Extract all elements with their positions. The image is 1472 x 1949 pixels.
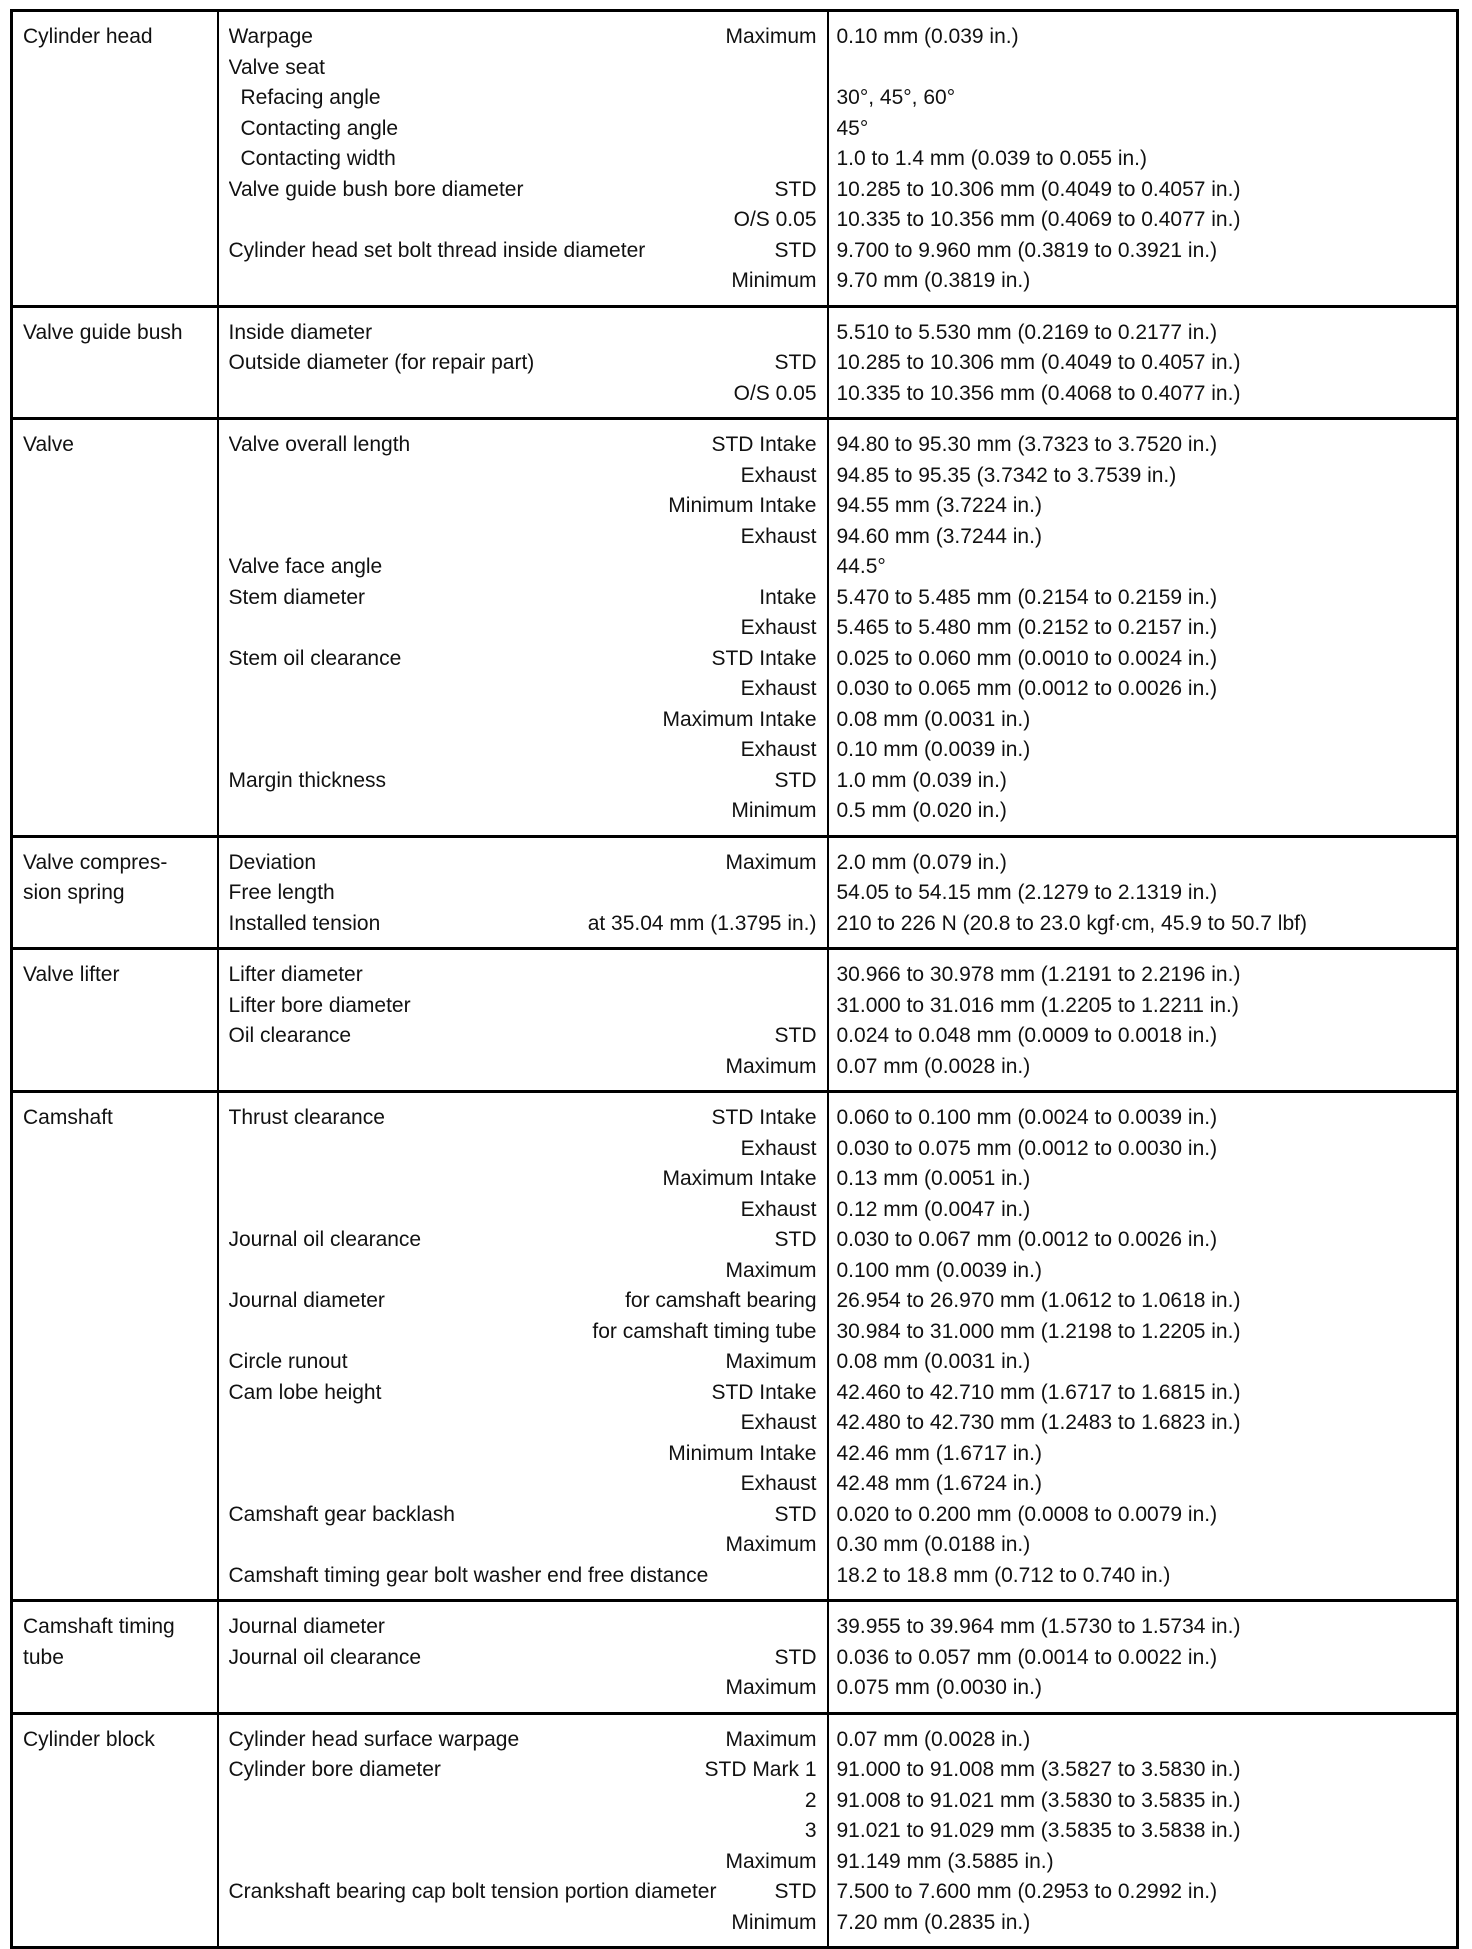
spec-items-cell [218, 949, 828, 1092]
spec-item-line [229, 735, 817, 766]
spec-item-label: Valve seat [228, 55, 325, 79]
spec-section-row [12, 949, 1458, 1092]
spec-condition: Maximum [725, 1258, 817, 1282]
spec-value: 0.30 mm (0.0188 in.) [836, 1533, 1031, 1556]
spec-item-line [229, 144, 817, 175]
spec-item-line [229, 848, 817, 879]
spec-item-label: Journal diameter [228, 1615, 385, 1638]
spec-condition [805, 53, 817, 84]
spec-value: 94.60 mm (3.7244 in.) [836, 524, 1042, 548]
spec-value: 0.08 mm (0.0031 in.) [836, 707, 1031, 731]
spec-value: 44.5° [836, 555, 886, 578]
spec-value: 7.500 to 7.600 mm (0.2953 to 0.2992 in.) [836, 1880, 1218, 1903]
spec-value: 9.70 mm (0.3819 in.) [836, 269, 1031, 292]
spec-item-line [229, 1021, 817, 1052]
spec-value: 30°, 45°, 60° [836, 86, 956, 109]
spec-item-line [229, 1052, 817, 1083]
spec-condition: Minimum Intake [668, 1441, 817, 1465]
spec-items-cell [218, 1601, 828, 1714]
spec-item-label: Lifter diameter [228, 963, 363, 986]
spec-item-line [229, 766, 817, 797]
part-name-line: Cylinder head [23, 25, 153, 48]
spec-condition [805, 878, 817, 909]
spec-condition: STD Intake [711, 1106, 817, 1129]
spec-item-line [229, 1195, 817, 1226]
spec-condition: Maximum [725, 1054, 817, 1078]
spec-value: 5.510 to 5.530 mm (0.2169 to 0.2177 in.) [836, 320, 1218, 344]
spec-item-line [229, 1755, 817, 1786]
spec-values-cell [828, 836, 1458, 949]
spec-value: 0.030 to 0.065 mm (0.0012 to 0.0026 in.) [836, 677, 1218, 700]
spec-item-line [229, 1317, 817, 1348]
spec-value: 91.008 to 91.021 mm (3.5830 to 3.5835 in.) [836, 1788, 1241, 1812]
part-name-line: tube [23, 1645, 64, 1669]
spec-item-label: Stem diameter [228, 585, 366, 609]
spec-condition [805, 144, 817, 175]
spec-item-line [229, 491, 817, 522]
spec-condition: Maximum [725, 25, 817, 48]
part-name-cell [12, 949, 218, 1092]
spec-item-line [229, 583, 817, 614]
spec-value: 10.285 to 10.306 mm (0.4049 to 0.4057 in.) [836, 177, 1241, 201]
part-name-line: Valve [23, 433, 74, 456]
spec-condition: Maximum [725, 1849, 817, 1873]
spec-condition: for camshaft timing tube [592, 1319, 817, 1343]
spec-value: 5.470 to 5.485 mm (0.2154 to 0.2159 in.) [836, 585, 1218, 609]
spec-item-line [229, 1225, 817, 1256]
spec-item-label: Valve guide bush bore diameter [228, 177, 524, 201]
spec-value: 0.075 mm (0.0030 in.) [836, 1676, 1042, 1699]
spec-value: 0.5 mm (0.020 in.) [836, 799, 1007, 822]
spec-item-line [229, 1469, 817, 1500]
spec-item-line [229, 1500, 817, 1531]
spec-item-line [229, 114, 817, 145]
spec-section-row [12, 836, 1458, 949]
spec-value: 1.0 mm (0.039 in.) [836, 768, 1007, 792]
spec-item-line [229, 236, 817, 267]
part-name-line: Valve guide bush [23, 320, 183, 344]
spec-value [837, 53, 1449, 84]
spec-value: 0.036 to 0.057 mm (0.0014 to 0.0022 in.) [836, 1645, 1218, 1669]
specification-table [10, 9, 1459, 1949]
spec-condition [805, 991, 817, 1022]
spec-item-line [229, 1725, 817, 1756]
spec-value: 0.020 to 0.200 mm (0.0008 to 0.0079 in.) [836, 1502, 1218, 1526]
part-name-cell [12, 1601, 218, 1714]
spec-value: 42.480 to 42.730 mm (1.2483 to 1.6823 in.) [836, 1411, 1241, 1434]
spec-condition: Maximum [725, 850, 817, 874]
spec-condition: Minimum [731, 799, 817, 822]
spec-value: 94.80 to 95.30 mm (3.7323 to 3.7520 in.) [836, 433, 1218, 456]
part-name-cell [12, 836, 218, 949]
spec-condition: Maximum Intake [662, 1167, 817, 1190]
spec-item-line [229, 1561, 817, 1592]
spec-item-line [229, 53, 817, 84]
part-name-line: Camshaft [23, 1106, 113, 1129]
spec-items-cell [218, 1713, 828, 1948]
spec-item-label: Camshaft timing gear bolt washer end free distance [228, 1563, 709, 1587]
spec-item-label: Circle runout [228, 1350, 348, 1373]
spec-item-label: Lifter bore diameter [228, 993, 411, 1017]
spec-value: 0.13 mm (0.0051 in.) [836, 1167, 1031, 1190]
spec-condition: STD [774, 1024, 817, 1047]
spec-value: 5.465 to 5.480 mm (0.2152 to 0.2157 in.) [836, 616, 1218, 639]
spec-condition: 3 [804, 1819, 817, 1842]
spec-condition: O/S 0.05 [733, 381, 817, 405]
spec-item-line [229, 552, 817, 583]
spec-section-row [12, 1601, 1458, 1714]
spec-item-label: Warpage [228, 25, 313, 48]
spec-item-line [229, 1847, 817, 1878]
spec-value: 30.966 to 30.978 mm (1.2191 to 2.2196 in.) [836, 963, 1241, 986]
spec-condition: Exhaust [740, 524, 817, 548]
spec-value: 94.55 mm (3.7224 in.) [836, 494, 1042, 517]
spec-item-line [229, 909, 817, 940]
spec-condition: STD [774, 1645, 817, 1669]
spec-value: 2.0 mm (0.079 in.) [836, 850, 1007, 874]
spec-value: 0.08 mm (0.0031 in.) [836, 1350, 1031, 1373]
spec-value: 10.285 to 10.306 mm (0.4049 to 0.4057 in.) [836, 351, 1241, 374]
part-name-cell [12, 419, 218, 837]
spec-item-line [229, 1908, 817, 1939]
spec-item-label: Stem oil clearance [228, 646, 402, 670]
spec-item-line [229, 1786, 817, 1817]
spec-item-line [229, 379, 817, 410]
spec-item-line [229, 318, 817, 349]
spec-item-label: Camshaft gear backlash [228, 1502, 455, 1526]
spec-item-label: Deviation [228, 850, 317, 874]
spec-condition: Exhaust [740, 1411, 817, 1434]
spec-condition: STD Intake [711, 1380, 817, 1404]
spec-values-cell [828, 949, 1458, 1092]
spec-section-row [12, 11, 1458, 307]
spec-item-label: Oil clearance [228, 1024, 352, 1047]
spec-section-row [12, 306, 1458, 419]
part-name-line: Valve lifter [23, 963, 120, 986]
spec-item-line [229, 674, 817, 705]
spec-item-line [229, 1378, 817, 1409]
spec-condition: STD Intake [711, 433, 817, 456]
spec-values-cell [828, 1601, 1458, 1714]
spec-item-label: Margin thickness [228, 768, 387, 792]
spec-item-line [229, 1347, 817, 1378]
spec-items-cell [218, 419, 828, 837]
spec-item-line [229, 175, 817, 206]
spec-value: 94.85 to 95.35 (3.7342 to 3.7539 in.) [836, 463, 1177, 487]
spec-value: 0.12 mm (0.0047 in.) [836, 1197, 1031, 1221]
spec-condition: Exhaust [740, 1136, 817, 1160]
spec-items-cell [218, 836, 828, 949]
spec-condition: STD [774, 1502, 817, 1526]
spec-condition: Maximum [725, 1676, 817, 1699]
spec-item-line [229, 878, 817, 909]
spec-item-line [229, 991, 817, 1022]
spec-item-line [229, 960, 817, 991]
spec-value: 42.46 mm (1.6717 in.) [836, 1441, 1042, 1465]
spec-values-cell [828, 1092, 1458, 1601]
spec-item-label: Refacing angle [240, 86, 381, 109]
spec-item-line [229, 1673, 817, 1704]
spec-item-label: Cylinder head surface warpage [228, 1727, 520, 1751]
spec-value: 210 to 226 N (20.8 to 23.0 kgf·cm, 45.9 to 50.7 lbf) [836, 911, 1307, 935]
spec-item-label: Contacting angle [240, 116, 399, 140]
spec-value: 0.07 mm (0.0028 in.) [836, 1054, 1031, 1078]
spec-item-line [229, 1643, 817, 1674]
spec-item-line [229, 1530, 817, 1561]
spec-value: 45° [836, 116, 869, 140]
spec-value: 42.460 to 42.710 mm (1.6717 to 1.6815 in.) [836, 1380, 1241, 1404]
spec-value: 7.20 mm (0.2835 in.) [836, 1910, 1031, 1934]
spec-value: 0.024 to 0.048 mm (0.0009 to 0.0018 in.) [836, 1024, 1218, 1047]
spec-condition [805, 114, 817, 145]
spec-item-line [229, 644, 817, 675]
spec-item-label: Journal oil clearance [228, 1228, 422, 1251]
spec-condition: 2 [804, 1788, 817, 1812]
spec-condition: Exhaust [740, 677, 817, 700]
spec-value: 10.335 to 10.356 mm (0.4068 to 0.4077 in.) [836, 381, 1241, 405]
spec-value: 42.48 mm (1.6724 in.) [836, 1472, 1042, 1495]
spec-value: 54.05 to 54.15 mm (2.1279 to 2.1319 in.) [836, 881, 1218, 904]
spec-item-line [229, 1256, 817, 1287]
spec-condition: Exhaust [740, 738, 817, 761]
spec-item-line [229, 705, 817, 736]
spec-item-line [229, 613, 817, 644]
spec-item-label: Journal oil clearance [228, 1645, 422, 1669]
spec-condition [805, 318, 817, 349]
spec-condition: STD [774, 1880, 817, 1903]
spec-value: 91.149 mm (3.5885 in.) [836, 1849, 1054, 1873]
spec-value: 0.10 mm (0.0039 in.) [836, 738, 1031, 761]
spec-condition: Minimum [731, 269, 817, 292]
spec-item-line [229, 522, 817, 553]
spec-item-line [229, 1877, 817, 1908]
spec-value: 0.10 mm (0.039 in.) [836, 25, 1019, 48]
spec-condition [805, 552, 817, 583]
part-name-cell [12, 306, 218, 419]
spec-condition: Minimum [731, 1910, 817, 1934]
spec-item-line [229, 205, 817, 236]
spec-condition: STD [774, 351, 817, 374]
spec-item-label: Cylinder bore diameter [228, 1758, 441, 1781]
spec-item-label: Free length [228, 881, 335, 904]
spec-value: 0.030 to 0.067 mm (0.0012 to 0.0026 in.) [836, 1228, 1218, 1251]
spec-item-line [229, 1286, 817, 1317]
spec-value: 0.07 mm (0.0028 in.) [836, 1727, 1031, 1751]
spec-condition: Exhaust [740, 616, 817, 639]
spec-condition: STD [774, 177, 817, 201]
spec-item-label: Valve overall length [228, 433, 411, 456]
spec-condition: Maximum [725, 1350, 817, 1373]
spec-item-line [229, 1439, 817, 1470]
spec-condition: STD [774, 768, 817, 792]
part-name-line: Valve compres- [23, 850, 168, 874]
spec-condition: Maximum [725, 1533, 817, 1556]
spec-condition: Intake [759, 585, 817, 609]
spec-items-cell [218, 11, 828, 307]
part-name-cell [12, 1092, 218, 1601]
spec-values-cell [828, 306, 1458, 419]
spec-section-row [12, 419, 1458, 837]
spec-item-label: Journal diameter [228, 1289, 385, 1312]
spec-value: 0.030 to 0.075 mm (0.0012 to 0.0030 in.) [836, 1136, 1218, 1160]
spec-condition: Exhaust [740, 463, 817, 487]
spec-values-cell [828, 1713, 1458, 1948]
spec-item-line [229, 1408, 817, 1439]
part-name-line: sion spring [23, 881, 125, 904]
spec-item-label: Inside diameter [228, 320, 373, 344]
spec-item-line [229, 1134, 817, 1165]
spec-value: 0.060 to 0.100 mm (0.0024 to 0.0039 in.) [836, 1106, 1218, 1129]
spec-item-label: Installed tension [228, 911, 381, 935]
spec-item-line [229, 22, 817, 53]
spec-item-line [229, 1816, 817, 1847]
spec-item-label: Crankshaft bearing cap bolt tension portion diameter [228, 1880, 717, 1903]
spec-condition: at 35.04 mm (1.3795 in.) [587, 911, 817, 935]
spec-condition [805, 1561, 817, 1592]
spec-value: 39.955 to 39.964 mm (1.5730 to 1.5734 in.) [836, 1615, 1241, 1638]
spec-condition [805, 1612, 817, 1643]
spec-value: 0.025 to 0.060 mm (0.0010 to 0.0024 in.) [836, 646, 1218, 670]
spec-value: 91.021 to 91.029 mm (3.5835 to 3.5838 in.) [836, 1819, 1241, 1842]
spec-section-row [12, 1092, 1458, 1601]
spec-condition: Maximum [725, 1727, 817, 1751]
specification-table-body [12, 11, 1458, 1948]
part-name-cell [12, 11, 218, 307]
spec-value: 30.984 to 31.000 mm (1.2198 to 1.2205 in.) [836, 1319, 1241, 1343]
spec-values-cell [828, 11, 1458, 307]
spec-items-cell [218, 306, 828, 419]
spec-item-line [229, 83, 817, 114]
spec-condition: O/S 0.05 [733, 208, 817, 231]
spec-condition: Maximum Intake [662, 707, 817, 731]
spec-condition: Exhaust [740, 1197, 817, 1221]
spec-item-label: Cam lobe height [228, 1380, 382, 1404]
spec-item-line [229, 1164, 817, 1195]
spec-value: 31.000 to 31.016 mm (1.2205 to 1.2211 in.) [836, 993, 1239, 1017]
part-name-line: Cylinder block [23, 1727, 155, 1751]
spec-item-label: Contacting width [240, 147, 396, 170]
spec-condition: STD [774, 238, 817, 262]
spec-condition: for camshaft bearing [625, 1289, 817, 1312]
spec-value: 1.0 to 1.4 mm (0.039 to 0.055 in.) [836, 147, 1148, 170]
spec-condition [805, 960, 817, 991]
spec-item-line [229, 796, 817, 827]
spec-item-label: Thrust clearance [228, 1106, 385, 1129]
spec-item-label: Cylinder head set bolt thread inside diameter [228, 238, 646, 262]
spec-value: 18.2 to 18.8 mm (0.712 to 0.740 in.) [836, 1563, 1171, 1587]
spec-item-line [229, 1612, 817, 1643]
spec-section-row [12, 1713, 1458, 1948]
spec-value: 91.000 to 91.008 mm (3.5827 to 3.5830 in.) [836, 1758, 1241, 1781]
spec-item-label: Valve face angle [228, 555, 383, 578]
spec-condition: STD Intake [711, 646, 817, 670]
spec-condition: Exhaust [740, 1472, 817, 1495]
spec-item-label: Outside diameter (for repair part) [228, 351, 535, 374]
spec-item-line [229, 461, 817, 492]
part-name-line: Camshaft timing [23, 1615, 175, 1638]
spec-condition [805, 83, 817, 114]
spec-item-line [229, 430, 817, 461]
spec-condition: Minimum Intake [668, 494, 817, 517]
spec-values-cell [828, 419, 1458, 837]
spec-condition: STD Mark 1 [704, 1758, 817, 1781]
spec-item-line [229, 1103, 817, 1134]
spec-value: 26.954 to 26.970 mm (1.0612 to 1.0618 in.) [836, 1289, 1241, 1312]
spec-value: 10.335 to 10.356 mm (0.4069 to 0.4077 in.) [836, 208, 1241, 231]
spec-condition: STD [774, 1228, 817, 1251]
spec-item-line [229, 348, 817, 379]
spec-item-line [229, 266, 817, 297]
spec-items-cell [218, 1092, 828, 1601]
part-name-cell [12, 1713, 218, 1948]
spec-value: 9.700 to 9.960 mm (0.3819 to 0.3921 in.) [836, 238, 1218, 262]
spec-value: 0.100 mm (0.0039 in.) [836, 1258, 1042, 1282]
